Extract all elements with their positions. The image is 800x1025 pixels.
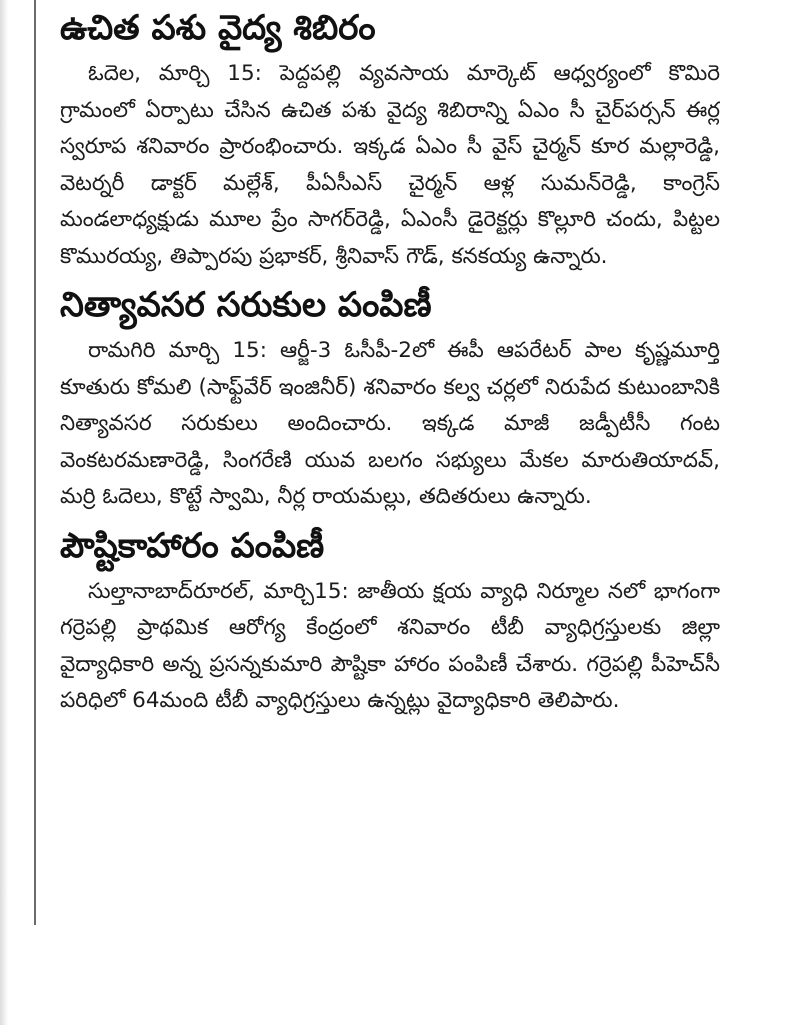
article-free-veterinary-camp <box>60 6 720 275</box>
column-divider <box>34 0 36 925</box>
article-body: రామగిరి మార్చి 15: ఆర్జీ-3 ఓసీపీ-2లో ఈపీ ఆపరేటర్ పాల కృష్ణమూర్తి కూతురు కోమలి (సాఫ్ట్‌వేర్ ఇంజినీర్) శనివారం కల్వ చర్లలో నిరుపేద కుటుంబానికి నిత్యావసర సరుకులు అందించారు. ఇక్కడ మాజీ జడ్పీటీసీ గంట వెంకటరమణారెడ్డి, సింగరేణి యువ బలగం సభ్యులు మేకల మారుతియాదవ్, మర్రి ఓదెలు, కొట్టే స్వామి, నీర్ల రాయమల్లు, తదితరులు ఉన్నారు. <box>60 338 720 509</box>
article-headline: పౌష్టికాహారం పంపిణీ <box>60 525 325 566</box>
article-nutrition-distribution <box>60 524 720 720</box>
article-headline: నిత్యావసర సరుకుల పంపిణీ <box>60 285 432 325</box>
article-essentials-distribution <box>60 283 720 516</box>
page-edge-shadow <box>0 0 8 1025</box>
article-body: ఓదెల, మార్చి 15: పెద్దపల్లి వ్యవసాయ మార్కెట్ ఆధ్వర్యంలో కొమిరె గ్రామంలో ఏర్పాటు చేసిన ఉచిత పశు వైద్య శిబిరాన్ని ఏఎం సీ చైర్‌పర్సన్ ఈర్ల స్వరూప శనివారం ప్రారంభించారు. ఇక్కడ ఏఎం సీ వైస్ చైర్మన్ కూర మల్లారెడ్డి, వెటర్నరీ డాక్టర్ మల్లేశ్, పీఏసీఎస్ చైర్మన్ ఆళ్ల సుమన్‌రెడ్డి, కాంగ్రెస్ మండలాధ్యక్షుడు మూల ప్రేం సాగర్‌రెడ్డి, ఏఎంసీ డైరెక్టర్లు కొల్లూరి చందు, పిట్టల కొమురయ్య, తిప్పారపు ప్రభాకర్, శ్రీనివాస్ గౌడ్, కనకయ్య ఉన్నారు. <box>60 61 720 269</box>
news-column <box>60 0 720 720</box>
article-body: సుల్తానాబాద్‌రూరల్, మార్చి15: జాతీయ క్షయ వ్యాధి నిర్మూల నలో భాగంగా గర్రెపల్లి ప్రాథమిక ఆరోగ్య కేంద్రంలో శనివారం టీబీ వ్యాధిగ్రస్తులకు జిల్లా వైద్యాధికారి అన్న ప్రసన్నకుమారి పౌష్టికా హారం పంపిణీ చేశారు. గర్రెపల్లి పీహెచ్‌సీ పరిధిలో 64మంది టీబీ వ్యాధిగ్రస్తులు ఉన్నట్లు వైద్యాధికారి తెలిపారు. <box>60 578 720 713</box>
article-headline: ఉచిత పశు వైద్య శిబిరం <box>60 8 376 48</box>
